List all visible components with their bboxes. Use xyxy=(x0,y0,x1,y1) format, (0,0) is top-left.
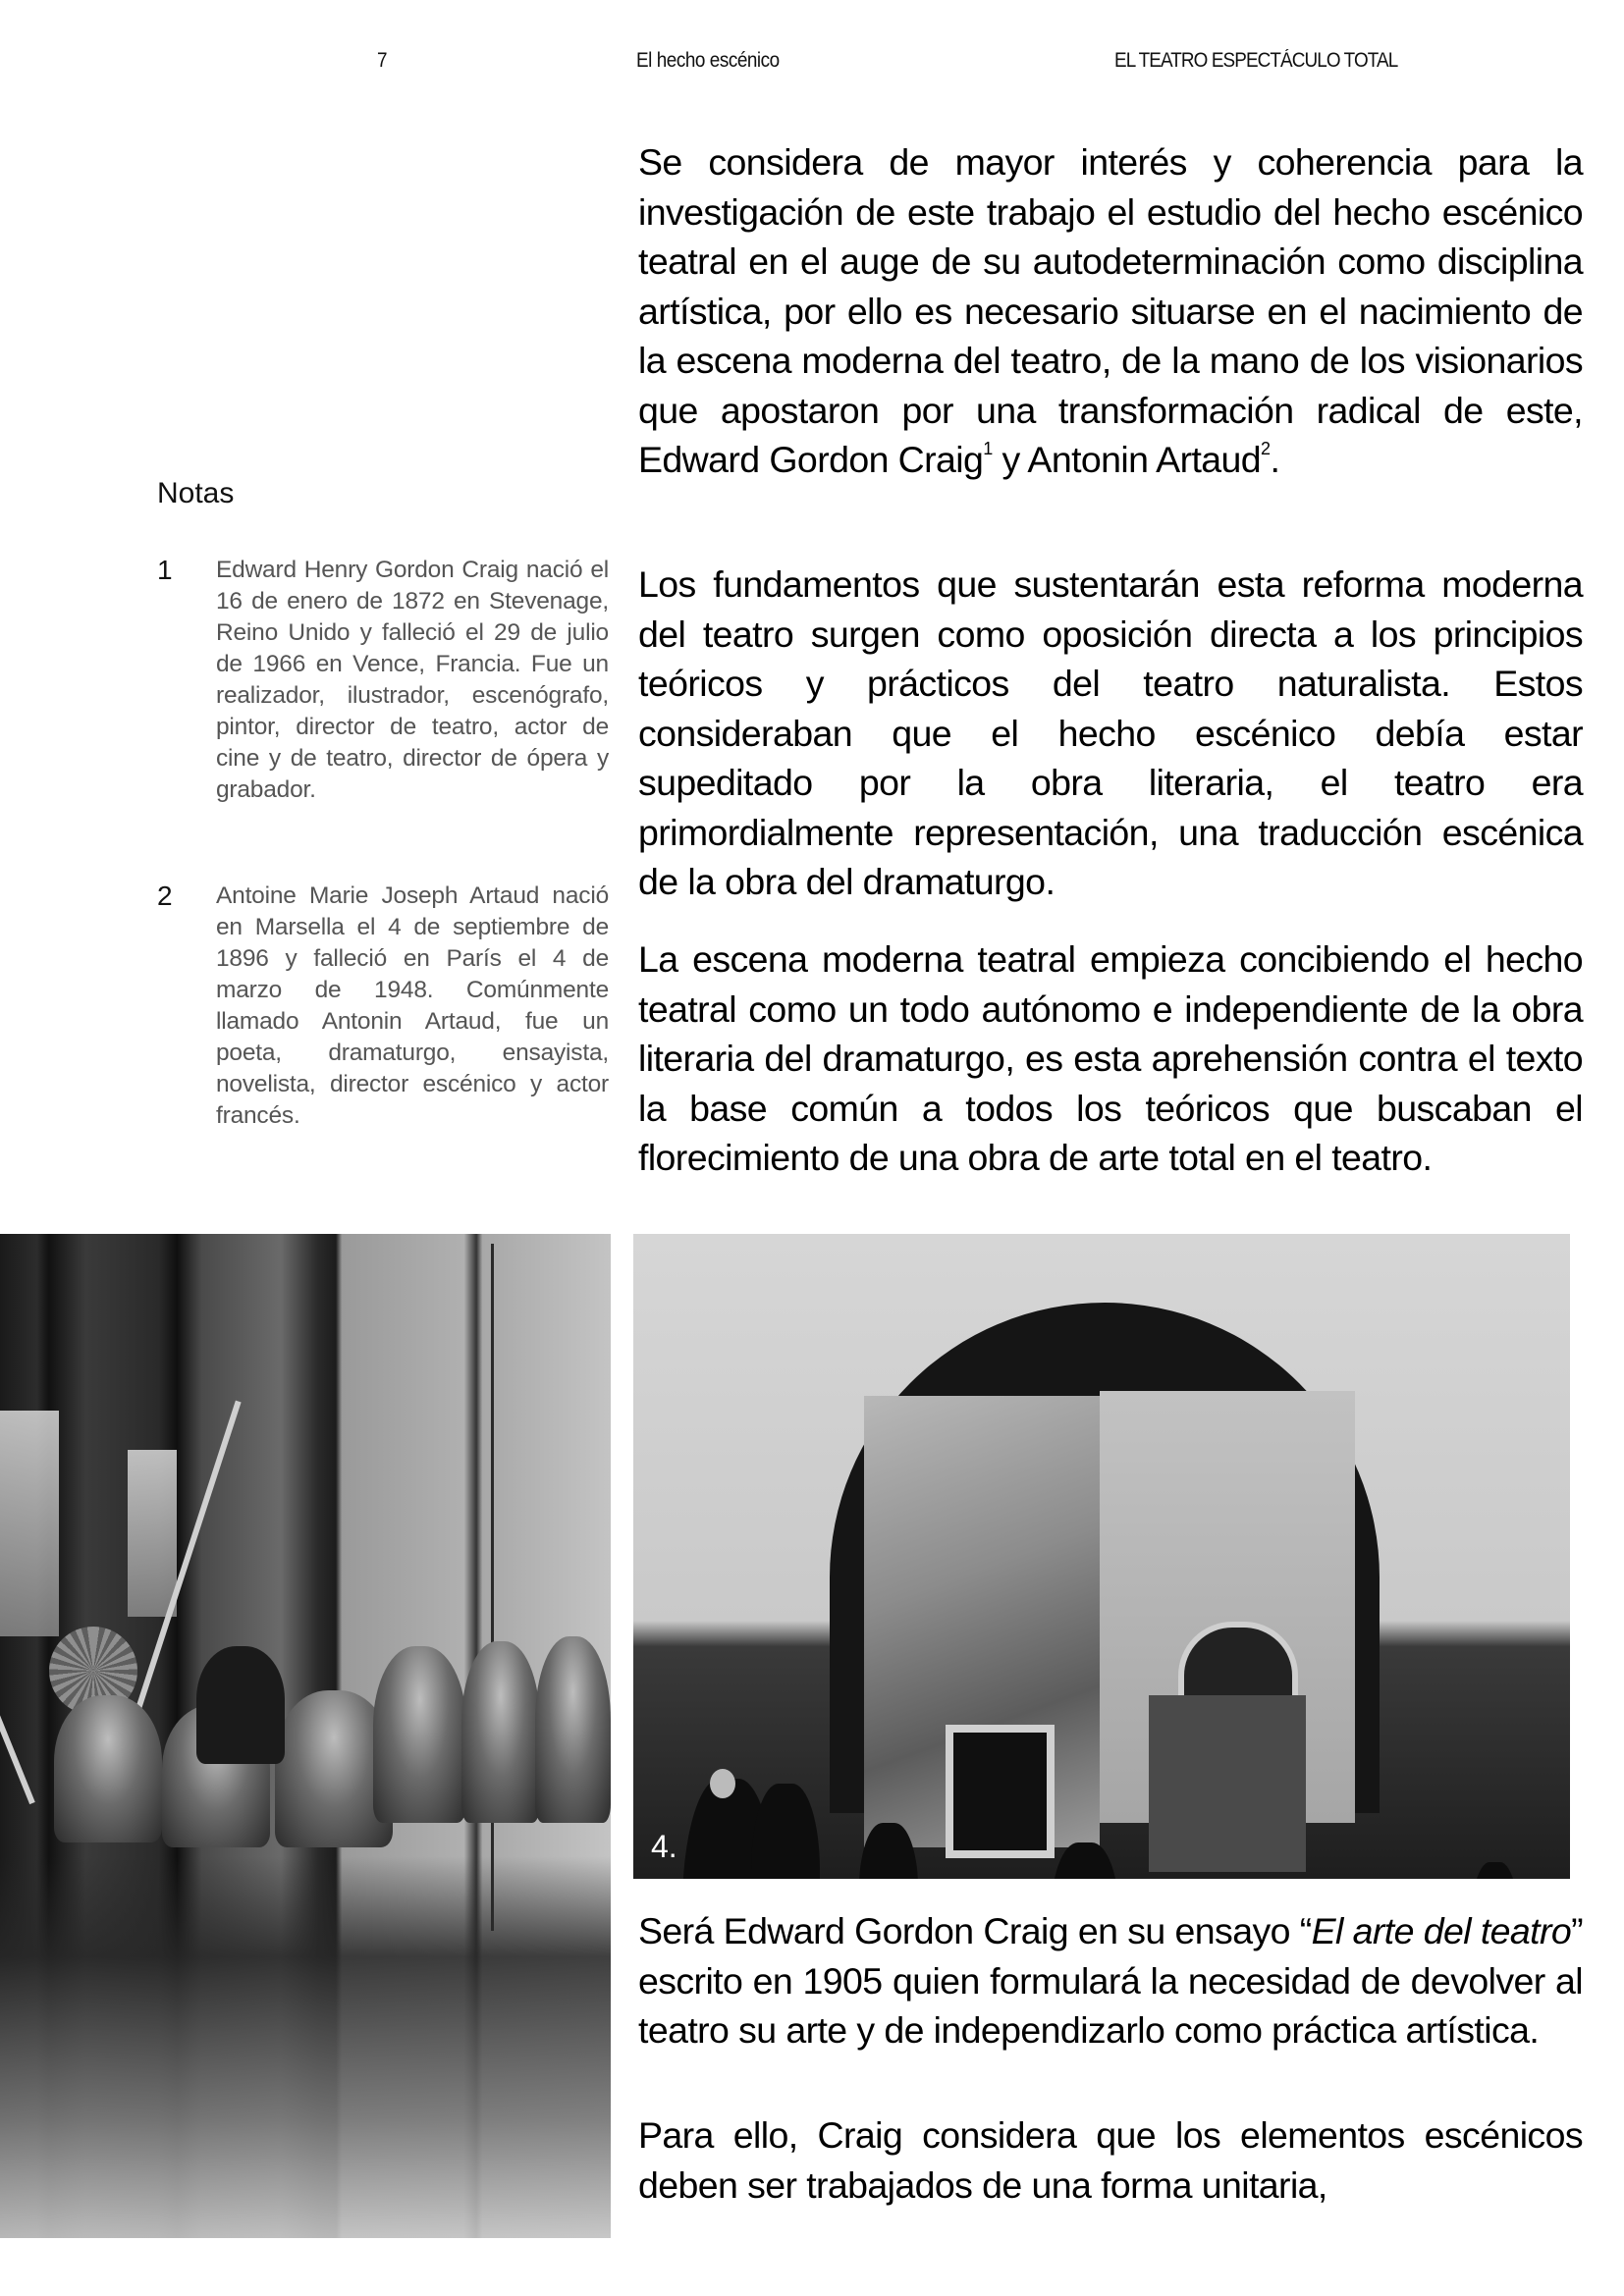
standing-figure xyxy=(196,1646,285,1764)
banner-shape xyxy=(128,1450,177,1617)
footnote-text: Antoine Marie Joseph Artaud nació en Marsella el 4 de septiembre de 1896 y falleció en París el 4 de marzo de 1948. Comúnmente llamado Antonin Artaud, fue un poeta, dramaturgo, ensayista, novelista, director escénico y actor francés. xyxy=(216,882,609,1129)
notes-heading: Notas xyxy=(157,477,235,509)
paragraph-2: Los fundamentos que sustentarán esta reforma moderna del teatro surgen como oposición directa a los principios teóricos y prácticos del teatro naturalista. Estos consideraban que el hecho escénico debía estar supeditado por la obra literaria, el teatro era primordialmente representación, una traducción escénica de la obra del dramaturgo. xyxy=(638,563,1583,902)
footnote-number: 1 xyxy=(157,555,173,585)
essay-title: El arte del teatro xyxy=(1311,1910,1572,1951)
footnote-number: 2 xyxy=(157,881,173,911)
paragraph-text: . xyxy=(1270,439,1280,480)
paragraph-text: ” escrito en 1905 quien formulará la necesidad de devolver al teatro su arte y de independizarlo como práctica artística. xyxy=(638,1910,1583,2051)
standing-figure xyxy=(373,1646,466,1823)
paragraph-1 xyxy=(638,137,1583,485)
standing-figure xyxy=(461,1641,540,1823)
paragraph-4 xyxy=(638,1906,1583,2056)
section-title: El hecho escénico xyxy=(636,49,780,72)
footnote-text: Edward Henry Gordon Craig nació el 16 de enero de 1872 en Stevenage, Reino Unido y falleció el 29 de julio de 1966 en Vence, Francia. Fue un realizador, ilustrador, escenógrafo, pintor, director de teatro, actor de cine y de teatro, director de ópera y grabador. xyxy=(216,557,609,803)
standing-figure xyxy=(535,1636,611,1823)
stage-photo-right xyxy=(633,1234,1570,1879)
paragraph-text: Será Edward Gordon Craig en su ensayo “ xyxy=(638,1910,1312,1951)
footnote-ref-2[interactable]: 2 xyxy=(1261,439,1271,458)
actor-head xyxy=(710,1769,735,1798)
paragraph-text: y Antonin Artaud xyxy=(992,439,1262,480)
doorway xyxy=(946,1725,1055,1858)
banner-shape xyxy=(0,1411,59,1636)
figure-number: 4. xyxy=(651,1829,677,1864)
actor-figure xyxy=(1051,1842,1119,1879)
footnote-ref-1[interactable]: 1 xyxy=(983,439,993,458)
footnote-2 xyxy=(157,881,609,1132)
footnote-1 xyxy=(157,555,609,806)
paragraph-3: La escena moderna teatral empieza concibiendo el hecho teatral como un todo autónomo e independiente de la obra literaria del dramaturgo, es esta aprehensión contra el texto la base común a todos los teóricos que buscaban el florecimiento de una obra de arte total en el teatro. xyxy=(638,938,1583,1178)
page-number: 7 xyxy=(377,49,388,72)
paragraph-5: Para ello, Craig considera que los elementos escénicos deben ser trabajados de una forma unitaria, xyxy=(638,2114,1583,2206)
paragraph-text: Se considera de mayor interés y coherencia para la investigación de este trabajo el estudio del hecho escénico teatral en el auge de su autodeterminación como disciplina artística, por ello es necesario situarse en el nacimiento de la escena moderna del teatro, de la mano de los visionarios que apostaron por una transformación radical de este, Edward Gordon Craig xyxy=(638,141,1583,480)
actor-figure xyxy=(1468,1862,1522,1879)
kneeling-figure xyxy=(54,1695,162,1842)
book-title: EL TEATRO ESPECTÁCULO TOTAL xyxy=(1114,49,1398,72)
stage-photo-left xyxy=(0,1234,611,2238)
rope-line xyxy=(491,1244,494,1931)
glass-cabinet xyxy=(1149,1695,1306,1872)
actor-figure xyxy=(751,1784,820,1879)
